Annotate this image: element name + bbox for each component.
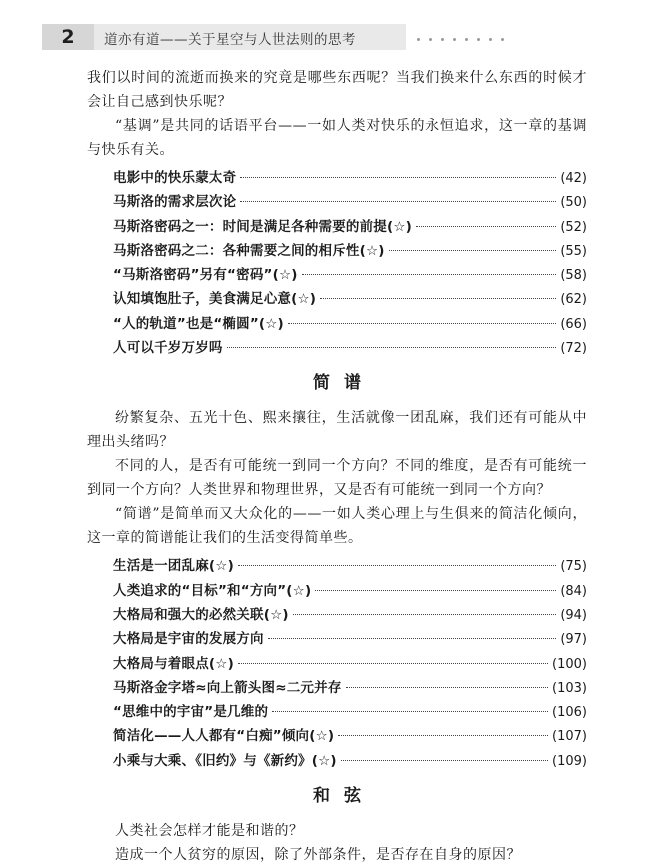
toc-entry-page: (84) [560, 583, 587, 599]
toc-leader-dots [346, 687, 549, 688]
toc-entry-page: (58) [560, 268, 587, 284]
toc-entry-page: (106) [552, 705, 587, 721]
toc-leader-dots [320, 298, 556, 299]
section-paragraph: 造成一个人贫穷的原因，除了外部条件，是否存在自身的原因？ [115, 847, 521, 864]
toc-entry-title: 马斯洛密码之二：各种需要之间的相斥性(☆) [113, 242, 385, 259]
toc-entry-title: 大格局是宇宙的发展方向 [113, 631, 264, 648]
toc-entry[interactable] [113, 263, 587, 287]
toc-entry[interactable] [113, 579, 587, 603]
toc-entry[interactable] [113, 190, 587, 214]
toc-leader-dots [240, 177, 556, 178]
toc-entry[interactable] [113, 676, 587, 700]
toc-entry-title: 人类追求的“目标”和“方向”(☆) [113, 582, 312, 599]
toc-entry-title: 电影中的快乐蒙太奇 [113, 170, 237, 186]
intro-paragraph: 我们以时间的流逝而换来的究竟是哪些东西呢？当我们换来什么东西的时候才会让自己感到快乐呢？ [87, 70, 587, 110]
toc-entry[interactable] [113, 700, 587, 724]
page-number: 2 [61, 26, 75, 48]
toc-entry[interactable] [113, 627, 587, 651]
toc-entry-title: 马斯洛密码之一：时间是满足各种需要的前提(☆) [113, 218, 413, 235]
header-dots-ornament [417, 38, 527, 42]
toc-entry-page: (97) [560, 632, 587, 648]
toc-entry-title: 马斯洛金字塔≈向上箭头图≈二元并存 [113, 679, 342, 696]
toc-list-jidiao [87, 166, 587, 360]
toc-leader-dots [389, 250, 557, 251]
toc-entry[interactable] [113, 554, 587, 578]
toc-entry-page: (107) [552, 729, 587, 745]
toc-entry-title: 大格局与着眼点(☆) [113, 655, 234, 672]
toc-entry-page: (52) [560, 219, 587, 235]
toc-entry-page: (50) [560, 195, 587, 211]
toc-entry-page: (75) [560, 559, 587, 575]
toc-list-jianpu [87, 554, 587, 773]
toc-entry-page: (42) [560, 171, 587, 186]
section-paragraph: 纷繁复杂、五光十色、熙来攘往，生活就像一团乱麻，我们还有可能从中理出头绪吗？ [87, 410, 587, 451]
toc-leader-dots [240, 201, 556, 202]
toc-entry[interactable] [113, 166, 587, 190]
toc-entry-page: (103) [552, 680, 587, 696]
toc-leader-dots [338, 735, 548, 736]
toc-leader-dots [341, 760, 548, 761]
intro-paragraph: “基调”是共同的话语平台——一如人类对快乐的永恒追求，这一章的基调与快乐有关。 [87, 118, 587, 158]
toc-entry-title: “思维中的宇宙”是几维的 [113, 704, 269, 721]
toc-leader-dots [272, 711, 548, 712]
toc-entry[interactable] [113, 603, 587, 627]
toc-leader-dots [227, 347, 557, 348]
toc-entry-title: 小乘与大乘、《旧约》与《新约》(☆) [113, 752, 337, 769]
toc-entry-page: (100) [552, 656, 587, 672]
toc-entry-title: “马斯洛密码”另有“密码”(☆) [113, 267, 298, 284]
toc-entry[interactable] [113, 239, 587, 263]
toc-entry-title: 简洁化——人人都有“白痴”倾向(☆) [113, 728, 335, 745]
toc-entry-page: (66) [560, 316, 587, 332]
running-title: 道亦有道——关于星空与人世法则的思考 [104, 32, 356, 48]
toc-entry[interactable] [113, 287, 587, 311]
toc-entry-title: 认知填饱肚子，美食满足心意(☆) [113, 291, 317, 308]
toc-entry-page: (72) [560, 341, 587, 357]
section-paragraph: 人类社会怎样才能是和谐的？ [115, 823, 304, 840]
toc-entry-page: (109) [552, 753, 587, 769]
page-number-box [42, 24, 94, 50]
toc-entry[interactable] [113, 724, 587, 748]
toc-leader-dots [416, 226, 556, 227]
toc-entry[interactable] [113, 652, 587, 676]
section-title-jianpu: 简谱 [313, 373, 375, 394]
toc-entry-page: (62) [560, 292, 587, 308]
toc-entry-page: (94) [560, 607, 587, 623]
toc-leader-dots [238, 565, 556, 566]
section-paragraph: 不同的人，是否有可能统一到同一个方向？不同的维度，是否有可能统一到同一个方向？人类世界和物理世界，又是否有可能统一到同一个方向？ [87, 458, 587, 499]
toc-entry-title: 马斯洛的需求层次论 [113, 194, 237, 211]
toc-leader-dots [302, 274, 557, 275]
toc-entry-title: 大格局和强大的必然关联(☆) [113, 606, 289, 623]
toc-leader-dots [288, 323, 556, 324]
section-paragraph: “简谱”是简单而又大众化的——一如人类心理上与生俱来的简洁化倾向，这一章的简谱能让我们的生活变得简单些。 [87, 506, 587, 547]
page-header [0, 0, 650, 54]
toc-entry[interactable] [113, 312, 587, 336]
toc-leader-dots [293, 614, 557, 615]
toc-entry-title: 人可以千岁万岁吗 [113, 340, 223, 357]
toc-leader-dots [315, 590, 556, 591]
toc-entry-title: 生活是一团乱麻(☆) [113, 558, 234, 575]
toc-leader-dots [268, 638, 557, 639]
toc-leader-dots [238, 663, 548, 664]
toc-entry[interactable] [113, 215, 587, 239]
toc-entry[interactable] [113, 336, 587, 360]
toc-entry[interactable] [113, 749, 587, 773]
toc-entry-page: (55) [560, 243, 587, 259]
section-title-hexian: 和弦 [313, 786, 375, 807]
toc-entry-title: “人的轨道”也是“椭圆”(☆) [113, 315, 284, 332]
page-content [87, 66, 587, 867]
